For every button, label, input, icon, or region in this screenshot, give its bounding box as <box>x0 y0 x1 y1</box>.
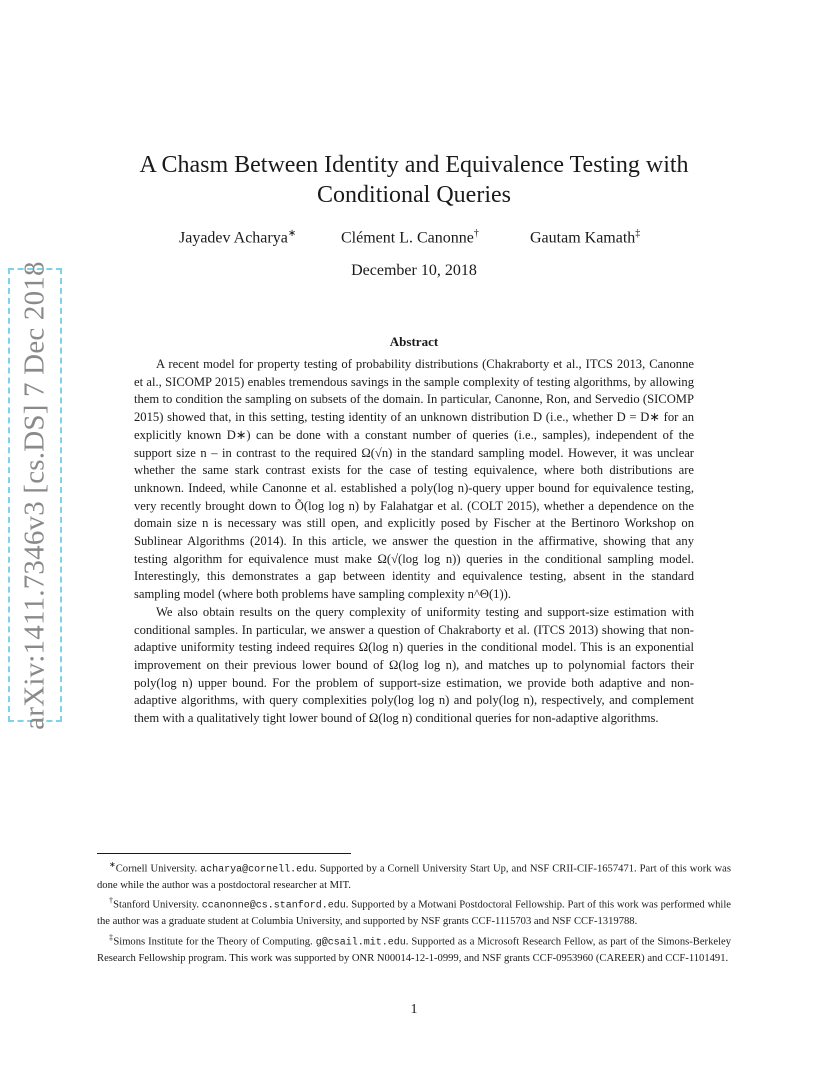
author-2 <box>341 228 479 247</box>
author-1-mark: ∗ <box>287 228 297 239</box>
footnote-2-affiliation: Stanford University. <box>113 899 202 911</box>
footnote-1 <box>97 857 731 893</box>
author-2-name: Clément L. Canonne <box>341 229 474 247</box>
footnote-3 <box>97 930 731 966</box>
paper-title <box>100 150 728 210</box>
footnote-1-text: . Supported by a Cornell University Start Up, and NSF CRII-CIF-1657471. Part of this work was done while the author was a postdoctoral researcher at MIT. <box>97 863 732 891</box>
footnote-3-mark: ‡ <box>109 932 114 942</box>
author-1-name: Jayadev Acharya <box>179 229 288 247</box>
paper-date: December 10, 2018 <box>351 262 477 279</box>
author-3 <box>530 228 640 247</box>
title-line-2: Conditional Queries <box>317 182 511 208</box>
author-1 <box>179 228 296 247</box>
footnote-1-affiliation: Cornell University. <box>115 863 201 875</box>
author-3-name: Gautam Kamath <box>530 229 636 247</box>
footnote-2-mark: † <box>109 896 114 906</box>
footnote-3-email[interactable]: g@csail.mit.edu <box>315 937 406 949</box>
footnote-2-email[interactable]: ccanonne@cs.stanford.edu <box>201 900 346 912</box>
author-2-mark: † <box>473 228 479 239</box>
author-list <box>0 228 828 248</box>
page-number: 1 <box>410 1002 418 1017</box>
footnote-1-mark: ∗ <box>109 860 116 869</box>
author-3-mark: ‡ <box>635 228 641 239</box>
footnote-3-text: . Supported as a Microsoft Research Fellow, as part of the Simons-Berkeley Research Fellowship program. This work was supported by ONR N00014-12-1-0999, and NSF grants CCF-0953960 (CAREER) and CCF-1101491. <box>97 936 732 964</box>
footnote-1-email[interactable]: acharya@cornell.edu <box>200 864 315 876</box>
footnote-2-text: . Supported by a Motwani Postdoctoral Fellowship. Part of this work was performed while the author was a graduate student at Columbia University, and supported by NSF grants CCF-1115703 and NSF CCF-1319788. <box>97 899 732 928</box>
abstract-paragraph-1: A recent model for property testing of probability distributions (Chakraborty et al., ITCS 2013, Canonne et al., SICOMP 2015) enables tremendous savings in the sample complexity of testing algorithms, by allowing them to condition the sampling on subsets of the domain. In particular, Canonne, Ron, and Servedio (SICOMP 2015) showed that, in this setting, testing identity of an unknown distribution D (i.e., whether D = D∗ for an explicitly known D∗) can be done with a constant number of queries (i.e., samples), independent of the support size n – in contrast to the required Ω(√n) in the standard sampling model. However, it was unclear whether the same stark contrast exists for the case of testing equivalence, where both distributions are unknown. Indeed, while Canonne et al. established a poly(log n)-query upper bound for equivalence testing, very recently brought down to Õ(log log n) by Falahatgar et al. (COLT 2015), whether a dependence on the domain size n is necessary was still open, and explicitly posed by Fischer at the Bertinoro Workshop on Sublinear Algorithms (2014). In this article, we answer the question in the affirmative, showing that any testing algorithm for equivalence must make Ω(√(log log n)) queries in the conditional sampling model. Interestingly, this demonstrates a gap between identity and equivalence testing, absent in the standard sampling model (where both problems have sampling complexity n^Θ(1)). <box>134 357 694 602</box>
abstract-heading: Abstract <box>389 334 439 349</box>
abstract-paragraph-2: We also obtain results on the query complexity of uniformity testing and support-size estimation with conditional samples. In particular, we answer a question of Chakraborty et al. (ITCS 2013) showing that non-adaptive uniformity testing indeed requires Ω(log n) queries in the conditional model. This is an exponential improvement on their previous lower bound of Ω(log log n), and matches up to polynomial factors their poly(log n) upper bound. For the problem of support-size estimation, we provide both adaptive and non-adaptive algorithms, with query complexities poly(log log n) and poly(log n), respectively, and complement them with a qualitatively tight lower bound of Ω(log n) conditional queries for non-adaptive algorithms. <box>134 604 694 726</box>
title-line-1: A Chasm Between Identity and Equivalence Testing with <box>139 152 689 178</box>
footnote-rule <box>97 853 351 854</box>
arxiv-id: arXiv:1411.7346v3 [cs.DS] 7 Dec 2018 <box>18 260 51 730</box>
footnote-3-affiliation: Simons Institute for the Theory of Computing. <box>113 936 316 948</box>
abstract-body <box>134 356 694 728</box>
footnotes <box>97 857 731 966</box>
footnote-2 <box>97 893 731 929</box>
